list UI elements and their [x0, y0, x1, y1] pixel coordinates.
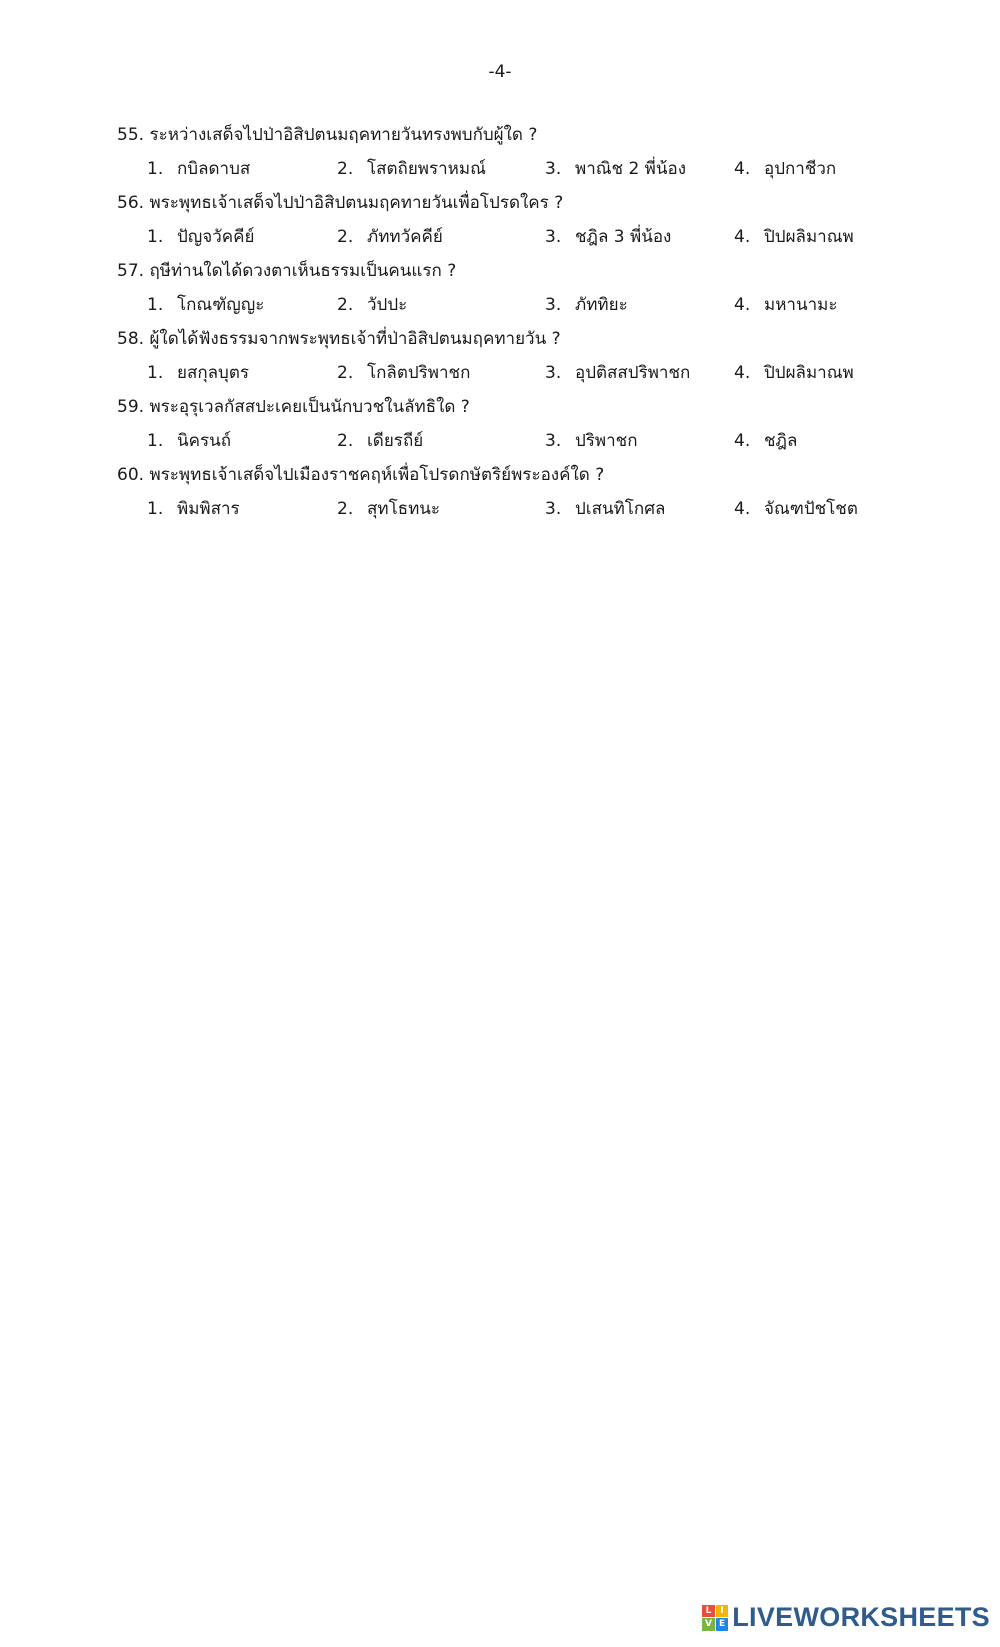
option-1[interactable] [147, 424, 231, 458]
option-label: เดียรถีย์ [367, 431, 424, 451]
option-label: อุปติสสปริพาชก [575, 363, 691, 383]
question-55 [117, 118, 977, 186]
option-label: ชฎิล 3 พี่น้อง [575, 227, 672, 247]
option-label: นิครนถ์ [177, 431, 232, 451]
option-3[interactable] [545, 220, 671, 254]
option-label: ปริพาชก [575, 431, 638, 451]
option-number: 4. [734, 431, 751, 451]
question-text: 59. พระอุรุเวลกัสสปะเคยเป็นนักบวชในลัทธิใด ? [117, 397, 470, 417]
page-number: -4- [488, 62, 512, 82]
question-text: 58. ผู้ใดได้ฟังธรรมจากพระพุทธเจ้าที่ป่าอิสิปตนมฤคทายวัน ? [117, 329, 561, 349]
option-label: อุปกาชีวก [764, 159, 837, 179]
option-label: ชฎิล [764, 431, 798, 451]
option-number: 2. [337, 295, 354, 315]
option-number: 1. [147, 295, 164, 315]
option-4[interactable] [734, 356, 854, 390]
option-number: 4. [734, 499, 751, 519]
option-label: ภัททิยะ [575, 295, 628, 315]
answer-options [117, 288, 977, 322]
option-label: โกณฑัญญะ [177, 295, 265, 315]
option-2[interactable] [337, 152, 486, 186]
option-number: 3. [545, 431, 562, 451]
option-4[interactable] [734, 288, 837, 322]
logo-mark-letter: V [702, 1618, 715, 1631]
liveworksheets-logo [702, 1602, 990, 1633]
option-label: มหานามะ [764, 295, 838, 315]
option-label: ภัททวัคคีย์ [367, 227, 443, 247]
option-label: ยสกุลบุตร [177, 363, 250, 383]
option-number: 1. [147, 159, 164, 179]
option-number: 4. [734, 159, 751, 179]
option-label: กบิลดาบส [177, 159, 251, 179]
option-label: โกลิตปริพาชก [367, 363, 471, 383]
option-label: ปัญจวัคคีย์ [177, 227, 255, 247]
answer-options [117, 152, 977, 186]
option-number: 1. [147, 431, 164, 451]
option-3[interactable] [545, 356, 690, 390]
option-1[interactable] [147, 152, 250, 186]
option-number: 2. [337, 159, 354, 179]
question-list [117, 118, 977, 526]
option-number: 3. [545, 159, 562, 179]
option-4[interactable] [734, 152, 836, 186]
option-label: วัปปะ [367, 295, 408, 315]
answer-options [117, 356, 977, 390]
answer-options [117, 220, 977, 254]
option-3[interactable] [545, 152, 686, 186]
option-number: 2. [337, 363, 354, 383]
question-text: 57. ฤษีท่านใดได้ดวงตาเห็นธรรมเป็นคนแรก ? [117, 261, 457, 281]
option-number: 3. [545, 295, 562, 315]
option-3[interactable] [545, 424, 638, 458]
question-text: 56. พระพุทธเจ้าเสด็จไปป่าอิสิปตนมฤคทายวันเพื่อโปรดใคร ? [117, 193, 564, 213]
option-number: 2. [337, 499, 354, 519]
option-number: 1. [147, 227, 164, 247]
logo-text: LIVEWORKSHEETS [732, 1602, 990, 1632]
option-number: 3. [545, 227, 562, 247]
option-2[interactable] [337, 424, 423, 458]
option-2[interactable] [337, 220, 443, 254]
option-number: 4. [734, 363, 751, 383]
question-57 [117, 254, 977, 322]
option-2[interactable] [337, 492, 440, 526]
option-number: 3. [545, 499, 562, 519]
question-60 [117, 458, 977, 526]
logo-mark-letter: E [716, 1618, 729, 1631]
option-number: 1. [147, 363, 164, 383]
option-4[interactable] [734, 424, 797, 458]
option-label: ปิปผลิมาณพ [764, 227, 854, 247]
option-number: 1. [147, 499, 164, 519]
option-label: จัณฑปัชโชต [764, 499, 858, 519]
option-3[interactable] [545, 288, 628, 322]
question-59 [117, 390, 977, 458]
option-number: 2. [337, 431, 354, 451]
option-4[interactable] [734, 492, 858, 526]
option-3[interactable] [545, 492, 665, 526]
option-number: 3. [545, 363, 562, 383]
option-number: 4. [734, 295, 751, 315]
option-label: ปิปผลิมาณพ [764, 363, 854, 383]
option-2[interactable] [337, 356, 470, 390]
answer-options [117, 424, 977, 458]
logo-mark-icon [702, 1605, 728, 1631]
option-1[interactable] [147, 288, 264, 322]
option-number: 4. [734, 227, 751, 247]
question-text: 55. ระหว่างเสด็จไปป่าอิสิปตนมฤคทายวันทรงพบกับผู้ใด ? [117, 125, 538, 145]
logo-mark-letter: L [702, 1605, 715, 1618]
option-number: 2. [337, 227, 354, 247]
option-label: พาณิช 2 พี่น้อง [575, 159, 687, 179]
question-56 [117, 186, 977, 254]
option-1[interactable] [147, 492, 240, 526]
option-label: พิมพิสาร [177, 499, 240, 519]
option-4[interactable] [734, 220, 854, 254]
option-2[interactable] [337, 288, 407, 322]
option-label: สุทโธทนะ [367, 499, 441, 519]
option-1[interactable] [147, 356, 249, 390]
option-label: ปเสนทิโกศล [575, 499, 666, 519]
question-text: 60. พระพุทธเจ้าเสด็จไปเมืองราชคฤห์เพื่อโปรดกษัตริย์พระองค์ใด ? [117, 465, 605, 485]
question-58 [117, 322, 977, 390]
option-1[interactable] [147, 220, 255, 254]
answer-options [117, 492, 977, 526]
option-label: โสตถิยพราหมณ์ [367, 159, 486, 179]
logo-mark-letter: I [716, 1605, 729, 1618]
